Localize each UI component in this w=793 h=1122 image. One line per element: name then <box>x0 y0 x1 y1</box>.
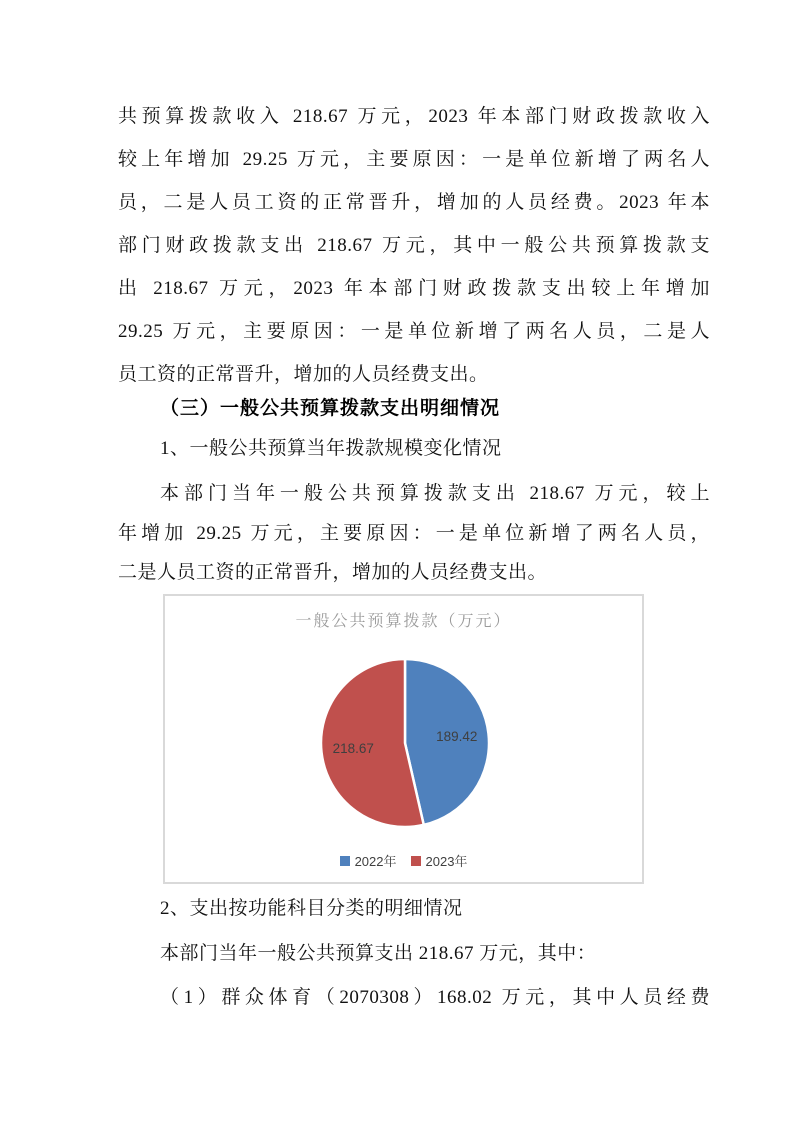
text-line: 共预算拨款收入 218.67 万元，2023 年本部门财政拨款收入 <box>118 106 710 127</box>
text-line: 本部门当年一般公共预算拨款支出 218.67 万元，较上 <box>160 483 710 504</box>
legend-item-2023年 <box>411 851 468 870</box>
pie-svg <box>310 648 500 838</box>
pie-data-label: 189.42 <box>436 729 478 745</box>
text-line: 二是人员工资的正常晋升，增加的人员经费支出。 <box>118 562 548 583</box>
item-1-title: 1、一般公共预算当年拨款规模变化情况 <box>160 438 502 459</box>
text-line: 员，二是人员工资的正常晋升，增加的人员经费。2023 年本 <box>118 192 710 213</box>
chart-legend <box>165 851 642 870</box>
text-line: 出 218.67 万元，2023 年本部门财政拨款支出较上年增加 <box>118 278 710 299</box>
text-line: 部门财政拨款支出 218.67 万元，其中一般公共预算拨款支 <box>118 235 710 256</box>
text-line: 较上年增加 29.25 万元，主要原因：一是单位新增了两名人 <box>118 149 710 170</box>
item-2-title: 2、支出按功能科目分类的明细情况 <box>160 898 463 919</box>
text-line: 员工资的正常晋升，增加的人员经费支出。 <box>118 364 489 385</box>
legend-item-2022年 <box>340 851 397 870</box>
section-heading: （三）一般公共预算拨款支出明细情况 <box>160 398 501 419</box>
chart-title: 一般公共预算拨款（万元） <box>295 613 512 630</box>
legend-label: 2022年 <box>354 854 397 869</box>
legend-swatch-icon <box>411 856 421 866</box>
text-line: 年增加 29.25 万元，主要原因：一是单位新增了两名人员， <box>118 523 710 544</box>
text-line: 本部门当年一般公共预算支出 218.67 万元，其中： <box>160 943 597 964</box>
pie-plot-area <box>310 648 500 838</box>
legend-label: 2023年 <box>425 854 468 869</box>
pie-data-label: 218.67 <box>332 740 374 756</box>
text-line: （1）群众体育（2070308）168.02 万元，其中人员经费 <box>160 987 710 1008</box>
pie-chart <box>163 594 644 884</box>
legend-swatch-icon <box>340 856 350 866</box>
text-line: 29.25 万元，主要原因：一是单位新增了两名人员，二是人 <box>118 321 710 342</box>
